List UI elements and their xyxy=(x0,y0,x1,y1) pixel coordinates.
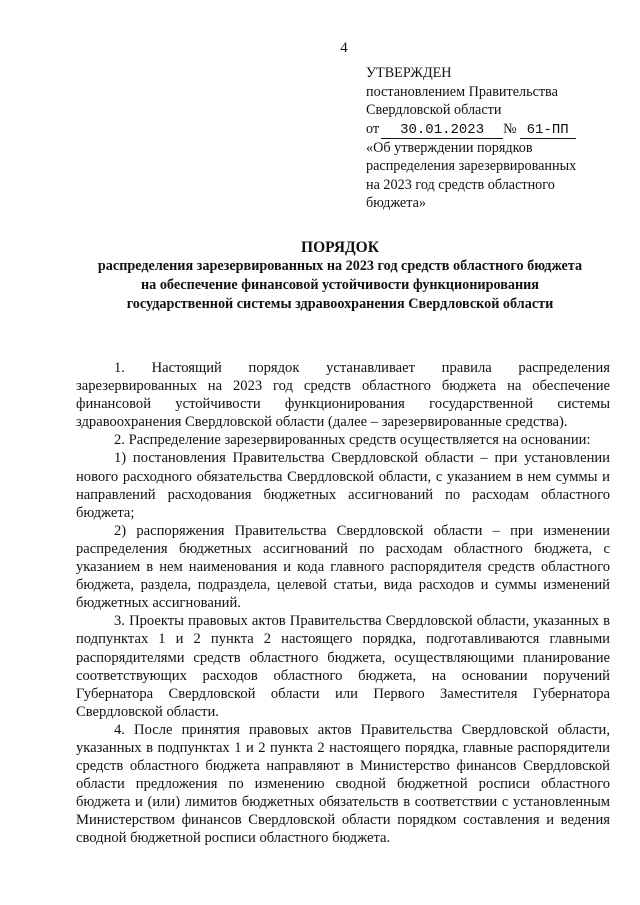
document-subtitle-line: государственной системы здравоохранения Свердловской области xyxy=(126,296,554,312)
approval-region: Свердловской области xyxy=(366,102,502,118)
paragraph-4: 4. После принятия правовых актов Правительства Свердловской области, указанных в подпунктах 1 и 2 пункта 2 настоящего порядка, главные распорядители средств областного бюджета направляют в Министерство финансов Свердловской области предложения по изменению сводной бюджетной росписи областного бюджета и (или) лимитов бюджетных обязательств в соответствии с установленным Министерством финансов Свердловской области порядком составления и ведения сводной бюджетной росписи областного бюджета. xyxy=(76,721,610,847)
number-prefix: № xyxy=(503,120,517,137)
approval-title: УТВЕРЖДЕН xyxy=(366,65,452,81)
approval-date-line xyxy=(366,120,616,139)
approval-reference-line: бюджета» xyxy=(366,195,426,211)
document-subtitle-line: распределения зарезервированных на 2023 год средств областного бюджета xyxy=(97,258,583,274)
approval-authority: постановлением Правительства xyxy=(366,83,558,100)
document-heading xyxy=(60,238,620,314)
document-subtitle-line: на обеспечение финансовой устойчивости функционирования xyxy=(141,277,539,293)
document-body xyxy=(76,359,610,848)
paragraph-2: 2. Распределение зарезервированных средств осуществляется на основании: xyxy=(114,432,591,449)
approval-date: 30.01.2023 xyxy=(381,123,503,139)
approval-reference-line: распределения зарезервированных xyxy=(366,158,577,174)
paragraph-3: 3. Проекты правовых актов Правительства Свердловской области, указанных в подпунктах 1 и 2 пункта 2 настоящего порядка, подготавливаются главными распорядителями средств областного бюджета, осуществляющими планирование соответствующих расходов областного бюджета, на основании поручений Губернатора Свердловской области или Первого Заместителя Губернатора Свердловской области. xyxy=(76,613,610,720)
approval-stamp xyxy=(366,64,616,213)
approval-reference-line: «Об утверждении порядков xyxy=(366,139,533,156)
paragraph-1: 1. Настоящий порядок устанавливает правила распределения зарезервированных на 2023 год средств областного бюджета на обеспечение финансовой устойчивости функционирования государственной системы здравоохранения Свердловской области (далее – зарезервированные средства). xyxy=(76,360,610,431)
date-prefix: от xyxy=(366,120,380,137)
approval-number: 61-ПП xyxy=(520,123,576,139)
page-number: 4 xyxy=(340,40,348,56)
subparagraph-2-1: 1) постановления Правительства Свердловской области – при установлении нового расходного обязательства Свердловской области, с указанием в нем суммы и направлений расходования бюджетных ассигнований по расходам областного бюджета; xyxy=(76,450,610,521)
document-title: ПОРЯДОК xyxy=(301,239,379,256)
subparagraph-2-2: 2) распоряжения Правительства Свердловской области – при изменении распределения бюджетных ассигнований по расходам областного бюджета, с указанием в нем наименования и кода главного распорядителя средств областного бюджета, раздела, подраздела, целевой статьи, вида расходов и суммы изменений бюджетных ассигнований. xyxy=(76,522,610,612)
approval-reference-line: на 2023 год средств областного xyxy=(366,176,555,193)
